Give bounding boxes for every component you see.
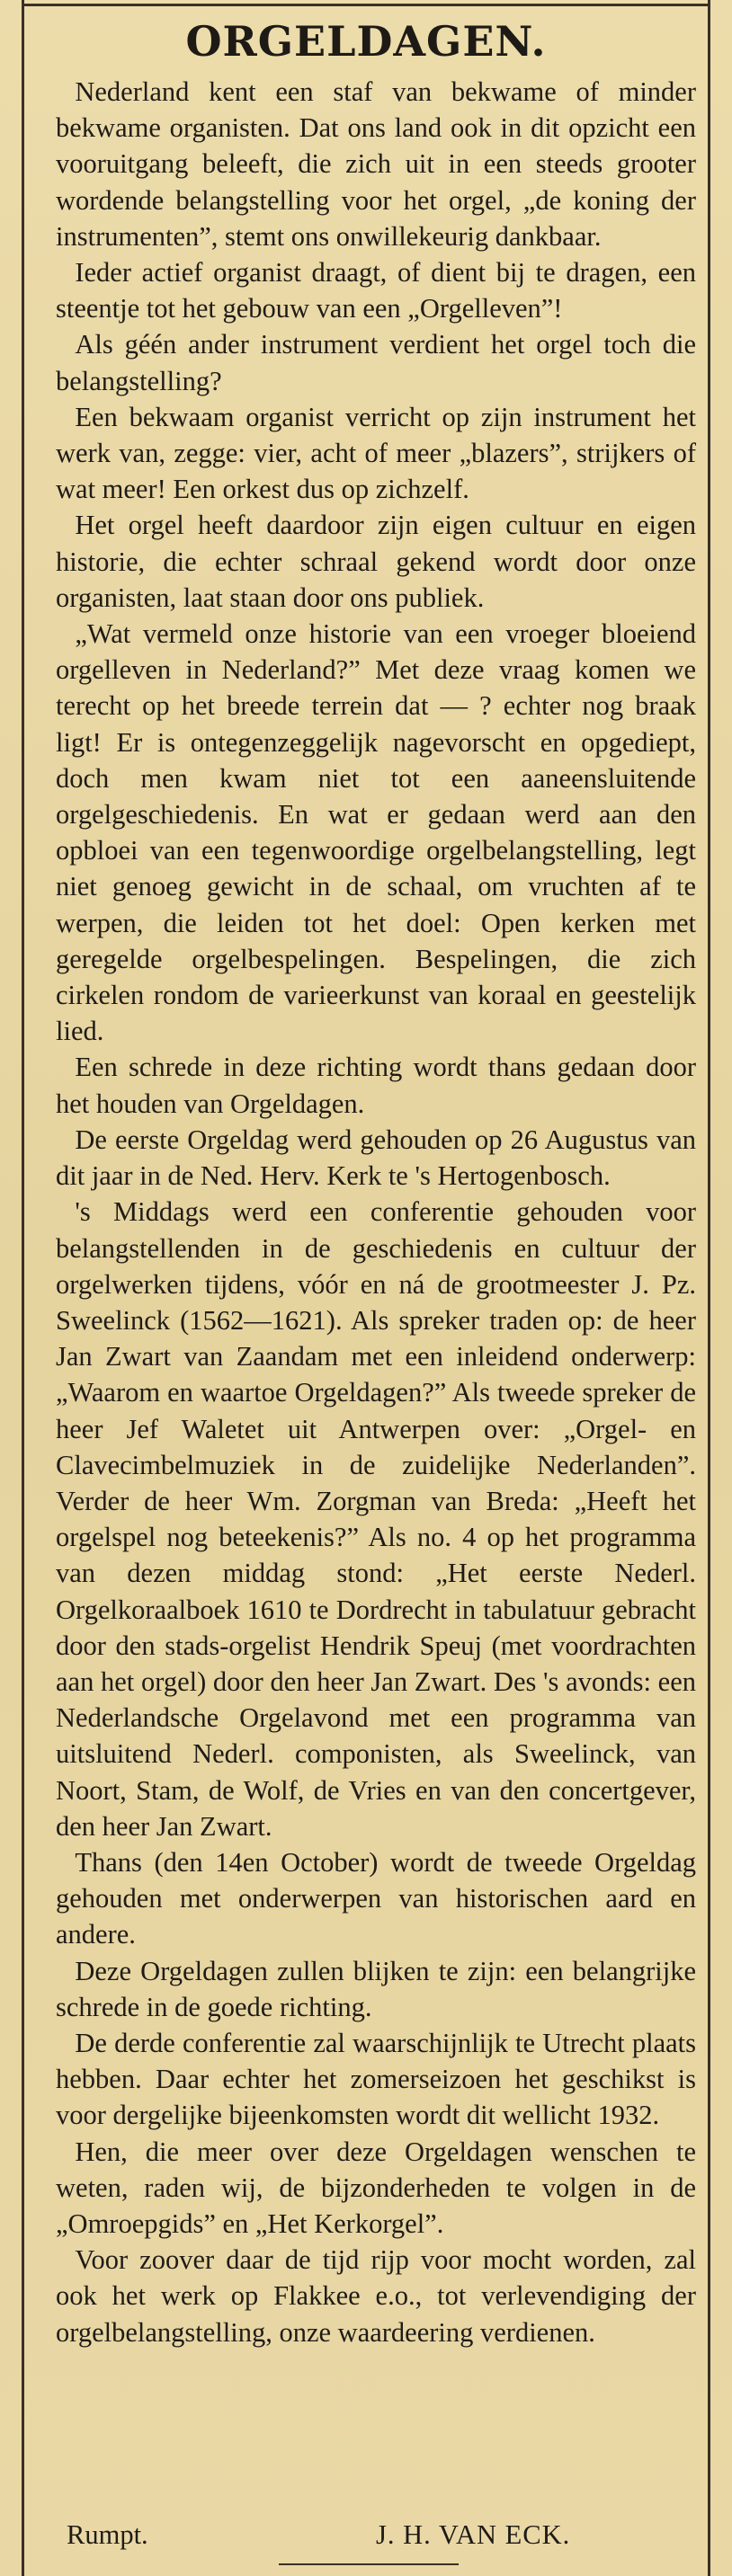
paragraph: De eerste Orgeldag werd gehouden op 26 Augustus van dit jaar in de Ned. Herv. Kerk te 's Hertogenbosch.	[56, 1124, 696, 1192]
paragraph: „Wat vermeld onze historie van een vroeger bloeiend orgelleven in Nederland?” Met deze vraag komen we terecht op het breede terrein dat — ? echter nog braak ligt! Er is ontegenzeggelijk nagevorscht en opgediept, doch men kwam niet tot een aaneensluitende orgelgeschiedenis. En wat er gedaan werd aan den opbloei van een tegenwoordige orgelbelangstelling, legt niet genoeg gewicht in de schaal, om vruchten af te werpen, die leiden tot het doel: Open kerken met geregelde orgelbespelingen. Bespelingen, die zich cirkelen rondom de varieerkunst van koraal en geestelijk lied.	[56, 618, 696, 1047]
paragraph: Ieder actief organist draagt, of dient bij te dragen, een steentje tot het gebouw van een „Orgelleven”!	[56, 257, 696, 324]
paragraph: Deze Orgeldagen zullen blijken te zijn: een belangrijke schrede in de goede richting.	[56, 1955, 696, 2022]
paragraph: Voor zoover daar de tijd rijp voor mocht worden, zal ook het werk op Flakkee e.o., tot verlevendiging der orgelbelangstelling, onze waardeering verdienen.	[56, 2244, 696, 2348]
paragraph: 's Middags werd een conferentie gehouden voor belangstellenden in de geschiedenis en cultuur der orgelwerken tijdens, vóór en ná de grootmeester J. Pz. Sweelinck (1562—1621). Als spreker traden op: de heer Jan Zwart van Zaandam met een inleidend onderwerp: „Waarom en waartoe Orgeldagen?” Als tweede spreker de heer Jef Waletet uit Antwerpen over: „Orgel- en Clavecimbelmuziek in de zuidelijke Nederlanden”. Verder de heer Wm. Zorgman van Breda: „Heeft het orgelspel nog beteekenis?” Als no. 4 op het programma van dezen middag stond: „Het eerste Nederl. Orgelkoraalboek 1610 te Dordrecht in tabulatuur gebracht door den stads-orgelist Hendrik Speuj (met voordrachten aan het orgel) door den heer Jan Zwart. Des 's avonds: een Nederlandsche Orgelavond met een programma van uitsluitend Nederl. componisten, als Sweelinck, van Noort, Stam, de Wolf, de Vries en van den concertgever, den heer Jan Zwart.	[56, 1196, 696, 1842]
paragraph: Het orgel heeft daardoor zijn eigen cultuur en eigen historie, die echter schraal gekend wordt door onze organisten, laat staan door ons publiek.	[56, 510, 696, 613]
paragraph: Thans (den 14en October) wordt de tweede Orgeldag gehouden met onderwerpen van historischen aard en andere.	[56, 1846, 696, 1950]
bottom-rule	[279, 2563, 459, 2565]
top-rule	[22, 4, 710, 6]
paragraph: Als géén ander instrument verdient het orgel toch die belangstelling?	[56, 329, 696, 396]
signature-place: Rumpt.	[67, 2519, 148, 2550]
paragraph: De derde conferentie zal waarschijnlijk te Utrecht plaats hebben. Daar echter het zomerseizoen het geschikst is voor dergelijke bijeenkomsten wordt dit wellicht 1932.	[56, 2027, 696, 2131]
article-body	[56, 74, 696, 2350]
signature-author: J. H. VAN ECK.	[376, 2519, 571, 2550]
paragraph: Hen, die meer over deze Orgeldagen wenschen te weten, raden wij, de bijzonderheden te volgen in de „Omroepgids” en „Het Kerkorgel”.	[56, 2136, 696, 2239]
paragraph: Nederland kent een staf van bekwame of minder bekwame organisten. Dat ons land ook in dit opzicht een vooruitgang beleeft, die zich uit in een steeds grooter wordende belangstelling voor het orgel, „de koning der instrumenten”, stemt ons onwillekeurig dankbaar.	[56, 76, 696, 252]
paragraph: Een schrede in deze richting wordt thans gedaan door het houden van Orgeldagen.	[56, 1052, 696, 1119]
paragraph: Een bekwaam organist verricht op zijn instrument het werk van, zegge: vier, acht of meer „blazers”, strijkers of wat meer! Een orkest dus op zichzelf.	[56, 401, 696, 505]
article-title: ORGELDAGEN.	[185, 17, 547, 66]
